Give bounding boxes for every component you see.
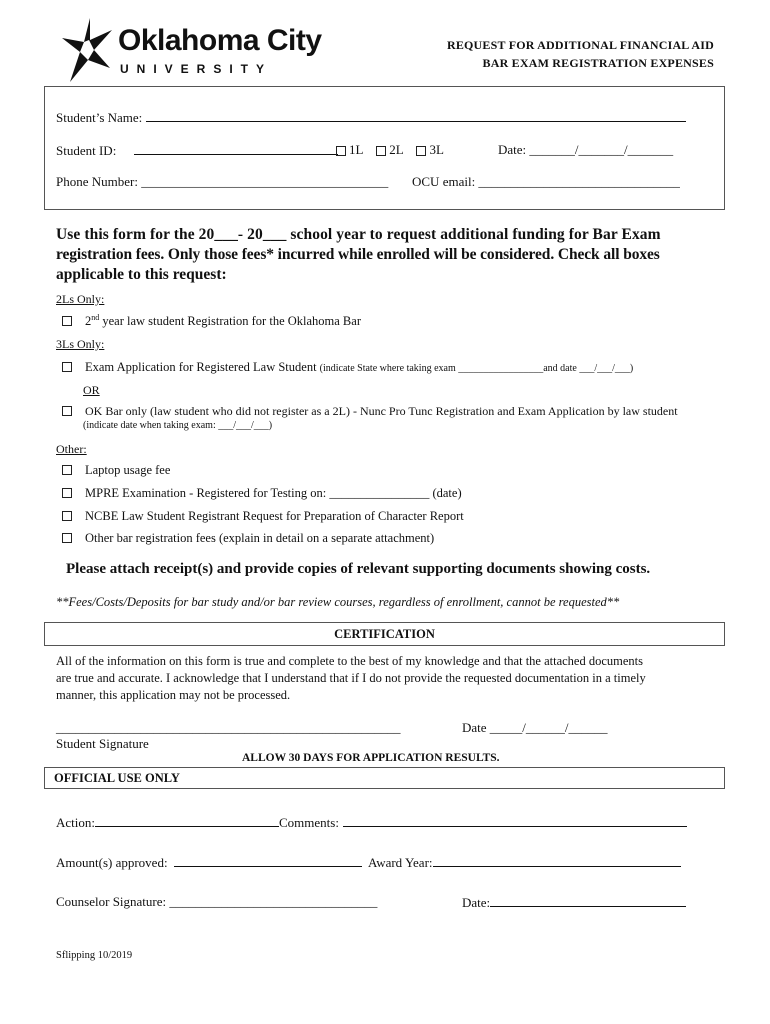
twol-heading: 2Ls Only: bbox=[56, 292, 105, 306]
student-name-field[interactable] bbox=[146, 109, 686, 122]
threel-item2 bbox=[62, 404, 678, 419]
twol-item-ordinal-suffix: nd bbox=[91, 313, 100, 322]
checkbox-other-fees[interactable] bbox=[62, 533, 72, 543]
twol-item bbox=[62, 313, 361, 329]
label-2l: 2L bbox=[389, 142, 404, 157]
student-id-row bbox=[56, 142, 338, 159]
intro-line3: applicable to this request: bbox=[56, 266, 227, 283]
counselor-signature-field[interactable]: Counselor Signature: ________________________________ bbox=[56, 894, 378, 909]
certification-line1: All of the information on this form is true and complete to the best of my knowledge and that the attached documents bbox=[56, 654, 644, 668]
checkbox-mpre[interactable] bbox=[62, 488, 72, 498]
email-field[interactable]: OCU email: _______________________________ bbox=[412, 174, 680, 189]
form-title-line2: BAR EXAM REGISTRATION EXPENSES bbox=[482, 56, 714, 70]
checkbox-3l[interactable] bbox=[416, 146, 426, 156]
award-year-field[interactable] bbox=[433, 854, 681, 867]
student-id-field[interactable] bbox=[134, 142, 338, 155]
student-name-label: Student’s Name: bbox=[56, 110, 143, 125]
intro-line2: registration fees. Only those fees* incurred while enrolled will be considered. Check all boxes bbox=[56, 246, 660, 263]
other-item-mpre bbox=[62, 486, 462, 501]
other-item-text: Laptop usage fee bbox=[85, 463, 171, 477]
counselor-date-field[interactable] bbox=[490, 894, 686, 907]
student-id-label: Student ID: bbox=[56, 143, 117, 158]
threel-item1-text: Exam Application for Registered Law Student bbox=[85, 360, 317, 374]
checkbox-ok-bar-only[interactable] bbox=[62, 406, 72, 416]
phone-field[interactable]: Phone Number: ______________________________________ bbox=[56, 174, 389, 189]
allow-days-note: ALLOW 30 DAYS FOR APPLICATION RESULTS. bbox=[242, 752, 500, 764]
checkbox-ncbe[interactable] bbox=[62, 511, 72, 521]
footer-revision: Sflipping 10/2019 bbox=[56, 950, 133, 961]
other-heading: Other: bbox=[56, 442, 87, 456]
label-1l: 1L bbox=[349, 142, 363, 157]
certification-line3: manner, this application may not be processed. bbox=[56, 688, 291, 702]
checkbox-2l[interactable] bbox=[376, 146, 386, 156]
twol-item-ordinal: 2 bbox=[85, 314, 92, 329]
intro-line1: Use this form for the 20___- 20___ school year to request additional funding for Bar Exam bbox=[56, 226, 661, 243]
amount-field[interactable] bbox=[174, 854, 362, 867]
other-item-ncbe bbox=[62, 509, 464, 524]
award-year-label: Award Year: bbox=[368, 855, 433, 870]
other-item-text[interactable]: MPRE Examination - Registered for Testing on: ________________ (date) bbox=[85, 486, 462, 500]
other-item-laptop bbox=[62, 463, 170, 478]
other-item-text: NCBE Law Student Registrant Request for Preparation of Character Report bbox=[85, 509, 464, 523]
action-field[interactable] bbox=[95, 814, 279, 827]
form-title-line1: REQUEST FOR ADDITIONAL FINANCIAL AID bbox=[446, 38, 714, 52]
other-item-other bbox=[62, 531, 434, 546]
university-star-icon bbox=[60, 16, 114, 84]
checkbox-laptop-fee[interactable] bbox=[62, 465, 72, 475]
logo-subtitle: UNIVERSITY bbox=[120, 62, 273, 76]
comments-field[interactable] bbox=[343, 814, 687, 827]
logo-name: Oklahoma City bbox=[118, 24, 322, 57]
certification-date-field[interactable]: Date _____/______/______ bbox=[462, 720, 608, 735]
certification-heading: CERTIFICATION bbox=[334, 627, 435, 641]
action-row bbox=[56, 814, 687, 831]
counselor-date-row bbox=[462, 894, 686, 911]
amount-row bbox=[56, 854, 362, 871]
threel-item2-text: OK Bar only (law student who did not register as a 2L) - Nunc Pro Tunc Registration and Exam Application by law student bbox=[85, 404, 678, 418]
certification-line2: are true and accurate. I acknowledge that I understand that if I do not provide the requested documentation in a timely bbox=[56, 671, 646, 685]
twol-item-text: year law student Registration for the Oklahoma Bar bbox=[99, 314, 361, 329]
fees-note: **Fees/Costs/Deposits for bar study and/or bar review courses, regardless of enrollment, cannot be requested** bbox=[56, 595, 620, 609]
student-name-row bbox=[56, 109, 686, 126]
class-year-options bbox=[336, 142, 444, 158]
counselor-date-label: Date: bbox=[462, 895, 491, 910]
threel-item2-note[interactable]: (indicate date when taking exam: ___/___/___) bbox=[83, 420, 273, 431]
student-signature-field[interactable]: _____________________________________________________ bbox=[56, 720, 401, 735]
student-signature-label: Student Signature bbox=[56, 736, 149, 751]
attach-note: Please attach receipt(s) and provide copies of relevant supporting documents showing costs. bbox=[66, 561, 651, 577]
official-use-heading: OFFICIAL USE ONLY bbox=[54, 771, 180, 785]
checkbox-1l[interactable] bbox=[336, 146, 346, 156]
label-3l: 3L bbox=[429, 142, 444, 157]
amount-label: Amount(s) approved: bbox=[56, 855, 168, 870]
award-year-row bbox=[368, 854, 681, 871]
or-label: OR bbox=[83, 383, 100, 397]
date-field[interactable]: Date: _______/_______/_______ bbox=[498, 142, 674, 157]
other-item-text: Other bar registration fees (explain in detail on a separate attachment) bbox=[85, 531, 435, 545]
threel-item1-note[interactable]: (indicate State where taking exam _________________and date ___/___/___) bbox=[319, 363, 634, 374]
checkbox-exam-application[interactable] bbox=[62, 362, 72, 372]
comments-label: Comments: bbox=[279, 815, 339, 830]
action-label: Action: bbox=[56, 815, 95, 830]
threel-heading: 3Ls Only: bbox=[56, 337, 105, 351]
checkbox-twol-registration[interactable] bbox=[62, 316, 72, 326]
threel-item1 bbox=[62, 360, 633, 375]
